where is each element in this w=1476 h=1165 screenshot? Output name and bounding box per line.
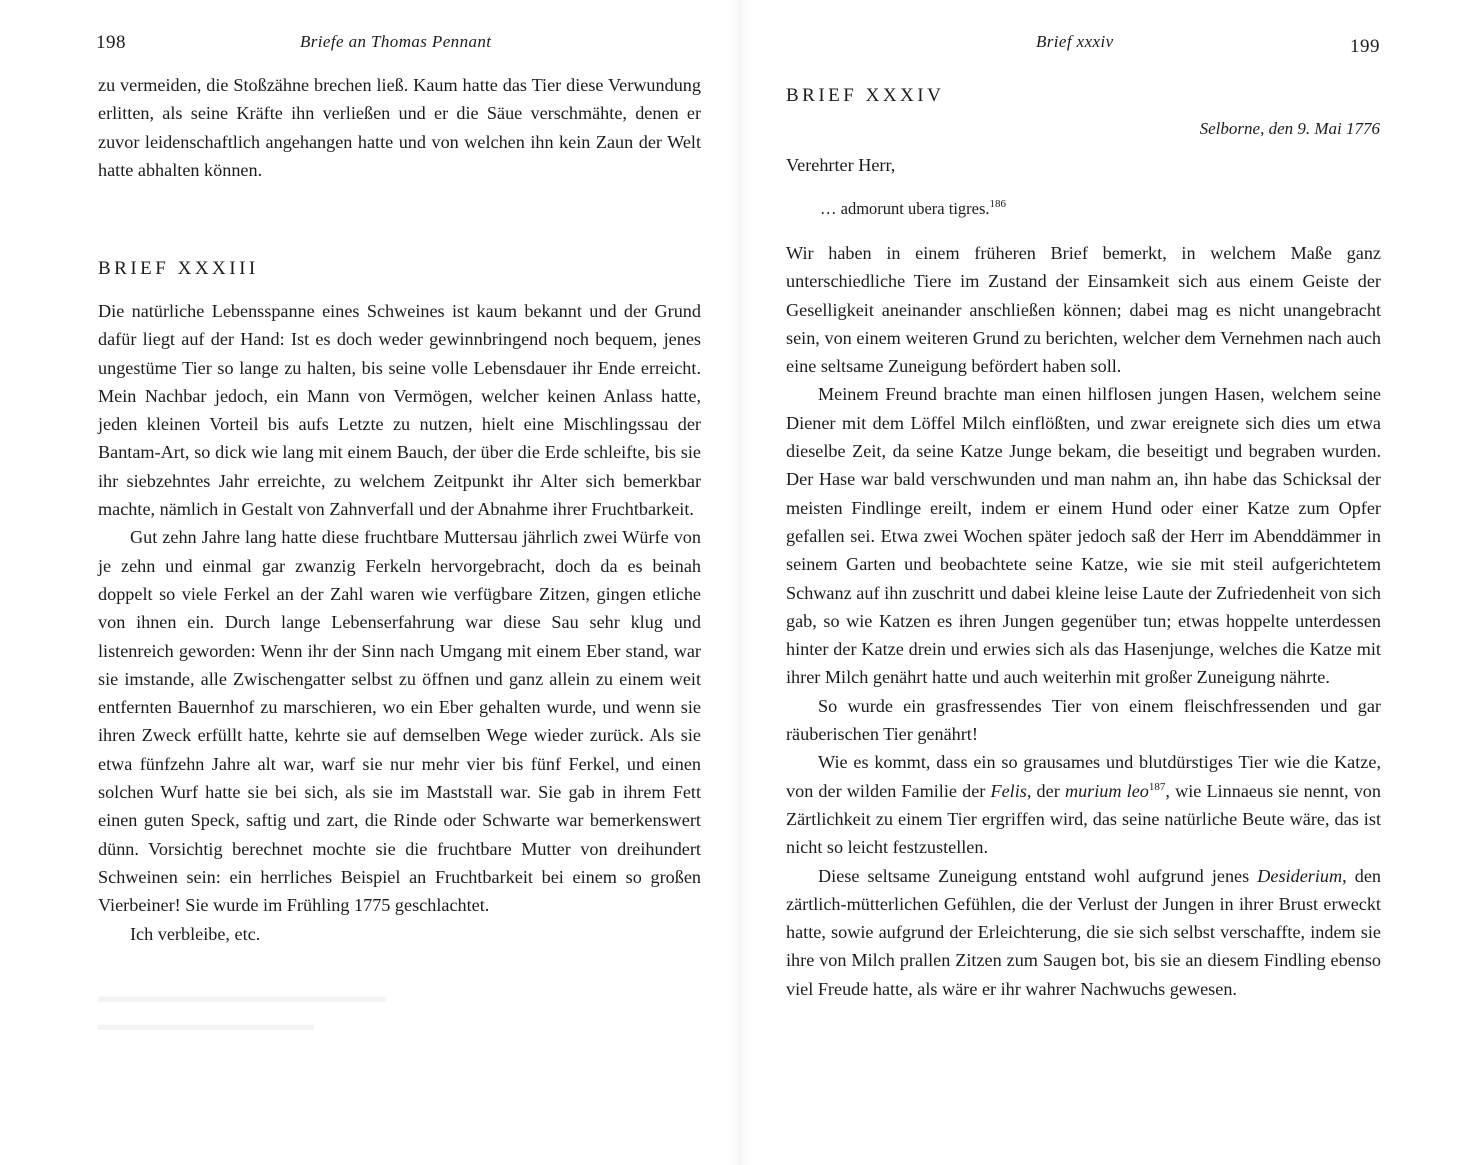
page-number-left: 198 — [96, 32, 126, 53]
continuation-paragraph: zu vermeiden, die Stoßzähne brechen ließ. Kaum hatte das Tier diese Verwundung erlitten, als seine Kräfte ihn verließen und er die Säue verschmähte, denen er zuvor leidenschaftlich angehangen hatte und von welchen ihn kein Zaun der Welt hatte abhalten können. — [98, 75, 701, 180]
text-run: , wie Linnaeus sie nennt, von Zärtlichkeit zu einem Tier ergriffen wird, das seine natürliche Beute wäre, das ist nicht so leicht festzustellen. — [786, 780, 1381, 858]
text-run: Diese seltsame Zuneigung entstand wohl aufgrund jenes — [818, 865, 1258, 886]
paragraph: Die natürliche Lebensspanne eines Schweines ist kaum bekannt und der Grund dafür liegt auf der Hand: Ist es doch weder gewinnbringend noch bequem, jenes ungestüme Tier so lange zu halten, bis seine volle Lebensdauer ihr Ende erreicht. Mein Nachbar jedoch, ein Mann von Vermögen, welcher keinen Anlass hatte, jeden kleinen Vorteil bis aufs Letzte zu nutzen, hielt eine Mischlingssau der Bantam-Art, so dick wie lang mit einem Bauch, der über die Erde schleifte, bis sie ihr siebzehntes Jahr erreichte, zu welchem Zeitpunkt ihr Alter sich bemerkbar machte, nämlich in Gestalt von Zahnverfall und der Abnahme ihrer Fruchtbarkeit. — [98, 301, 701, 520]
term-desiderium: Desiderium — [1257, 865, 1343, 886]
running-head-left: Briefe an Thomas Pennant — [300, 32, 492, 51]
right-page — [738, 0, 1476, 1165]
paragraph — [786, 862, 1381, 1003]
footnote-ref-186: 186 — [989, 198, 1007, 210]
paragraph: Meinem Freund brachte man einen hilflosen jungen Hasen, welchem seine Diener mit dem Löffel Milch einflößten, und zwar ereignete sich dies um etwa dieselbe Zeit, da seine Katze Junge bekam, die beseitigt und begraben wurden. Der Hase war bald verschwunden und man nahm an, ihn habe das Schicksal der meisten Findlinge ereilt, indem er einem Hund oder einer Katze zum Opfer gefallen sei. Etwa zwei Wochen später jedoch saß der Herr im Abenddämmer in seinem Garten und beobachtete seine Katze, wie sie mit steil aufgerichtetem Schwanz auf ihn zuschritt und dabei kleine leise Laute der Zufriedenheit von sich gab, so wie Katzen es ihren Jungen gegenüber tun; etwas hoppelte unterdessen hinter der Katze drein und erwies sich als das Hasenjunge, welches die Katze mit ihrer Milch genährt hatte und auch weiterhin mit großer Zuneigung nährte. — [786, 384, 1381, 688]
letter-xxxiii-body — [98, 297, 701, 948]
paragraph: So wurde ein grasfressendes Tier von einem fleischfressenden und gar räuberischen Tier genährt! — [786, 695, 1381, 745]
epigraph — [820, 199, 1006, 219]
text-run: , der — [1026, 780, 1065, 801]
dateline: Selborne, den 9. Mai 1776 — [1199, 119, 1380, 138]
show-through-shadow — [98, 982, 386, 1038]
salutation: Verehrter Herr, — [786, 155, 896, 175]
running-head-right: Brief xxxiv — [1036, 32, 1114, 51]
closing-line: Ich verbleibe, etc. — [130, 923, 261, 944]
text-run: Wie es kommt, dass ein so grausames und blutdürstiges Tier wie die Katze, von der wilden Familie der — [786, 752, 1381, 801]
page-number-right: 199 — [1350, 36, 1380, 57]
paragraph: Wir haben in einem früheren Brief bemerkt, in welchem Maße ganz unterschiedliche Tiere im Zustand der Einsamkeit sich aus einem Geiste der Geselligkeit aneinander anschließen können; dabei mag es nicht unangebracht sein, von einem weiteren Grund zu berichten, welcher dem Vernehmen nach auch eine seltsame Zuneigung befördert haben soll. — [786, 243, 1381, 377]
letter-xxxiv-body — [786, 239, 1381, 1003]
paragraph — [786, 748, 1381, 861]
continuation-text — [98, 71, 701, 184]
epigraph-text: … admorunt ubera tigres. — [820, 199, 990, 218]
text-run: , den zärtlich-mütterlichen Gefühlen, die der Verlust der Jungen in ihrer Brust erweckt hatte, sowie aufgrund der Erleichterung, die sie sich selbst verschaffte, indem sie ihre von Milch prallen Zitzen zum Saugen bot, bis sie an diesem Findling ebenso viel Freude hatte, als wäre er ihr wahrer Nachwuchs gewesen. — [786, 865, 1382, 999]
term-felis: Felis — [990, 780, 1027, 801]
paragraph: Gut zehn Jahre lang hatte diese fruchtbare Muttersau jährlich zwei Würfe von je zehn und einmal gar zwanzig Ferkeln hervorgebracht, doch da es beinah doppelt so viele Ferkel an der Zahl waren wie verfügbare Zitzen, gingen etliche von ihnen ein. Durch lange Lebenserfahrung war diese Sau sehr klug und listenreich geworden: Wenn ihr der Sinn nach Umgang mit einem Eber stand, war sie imstande, alle Zwischengatter selbst zu öffnen und ganz allein zu einem weit entfernten Bauernhof zu marschieren, wo ein Eber gehalten wurde, und wenn sie ihren Zweck erfüllt hatte, kehrte sie auf demselben Wege wieder zurück. Als sie etwa fünfzehn Jahre alt war, warf sie nur mehr vier bis fünf Ferkel, und einen solchen Wurf hatte sie bei sich, als sie im Maststall war. Sie gab in ihrem Fett einen guten Speck, saftig und zart, die Rinde oder Schwarte war bemerkenswert dünn. Vorsichtig berechnet mochte sie die fruchtbare Mutter von dreihundert Schweinen sein: ein herrliches Beispiel an Fruchtbarkeit bei einem so großen Vierbeiner! Sie wurde im Frühling 1775 geschlachtet. — [98, 527, 701, 916]
letter-heading-xxxiv: BRIEF XXXIV — [786, 85, 945, 106]
letter-heading-xxxiii: BRIEF XXXIII — [98, 258, 259, 279]
footnote-ref-187: 187 — [1148, 780, 1166, 793]
term-murium-leo: murium leo — [1064, 780, 1149, 801]
